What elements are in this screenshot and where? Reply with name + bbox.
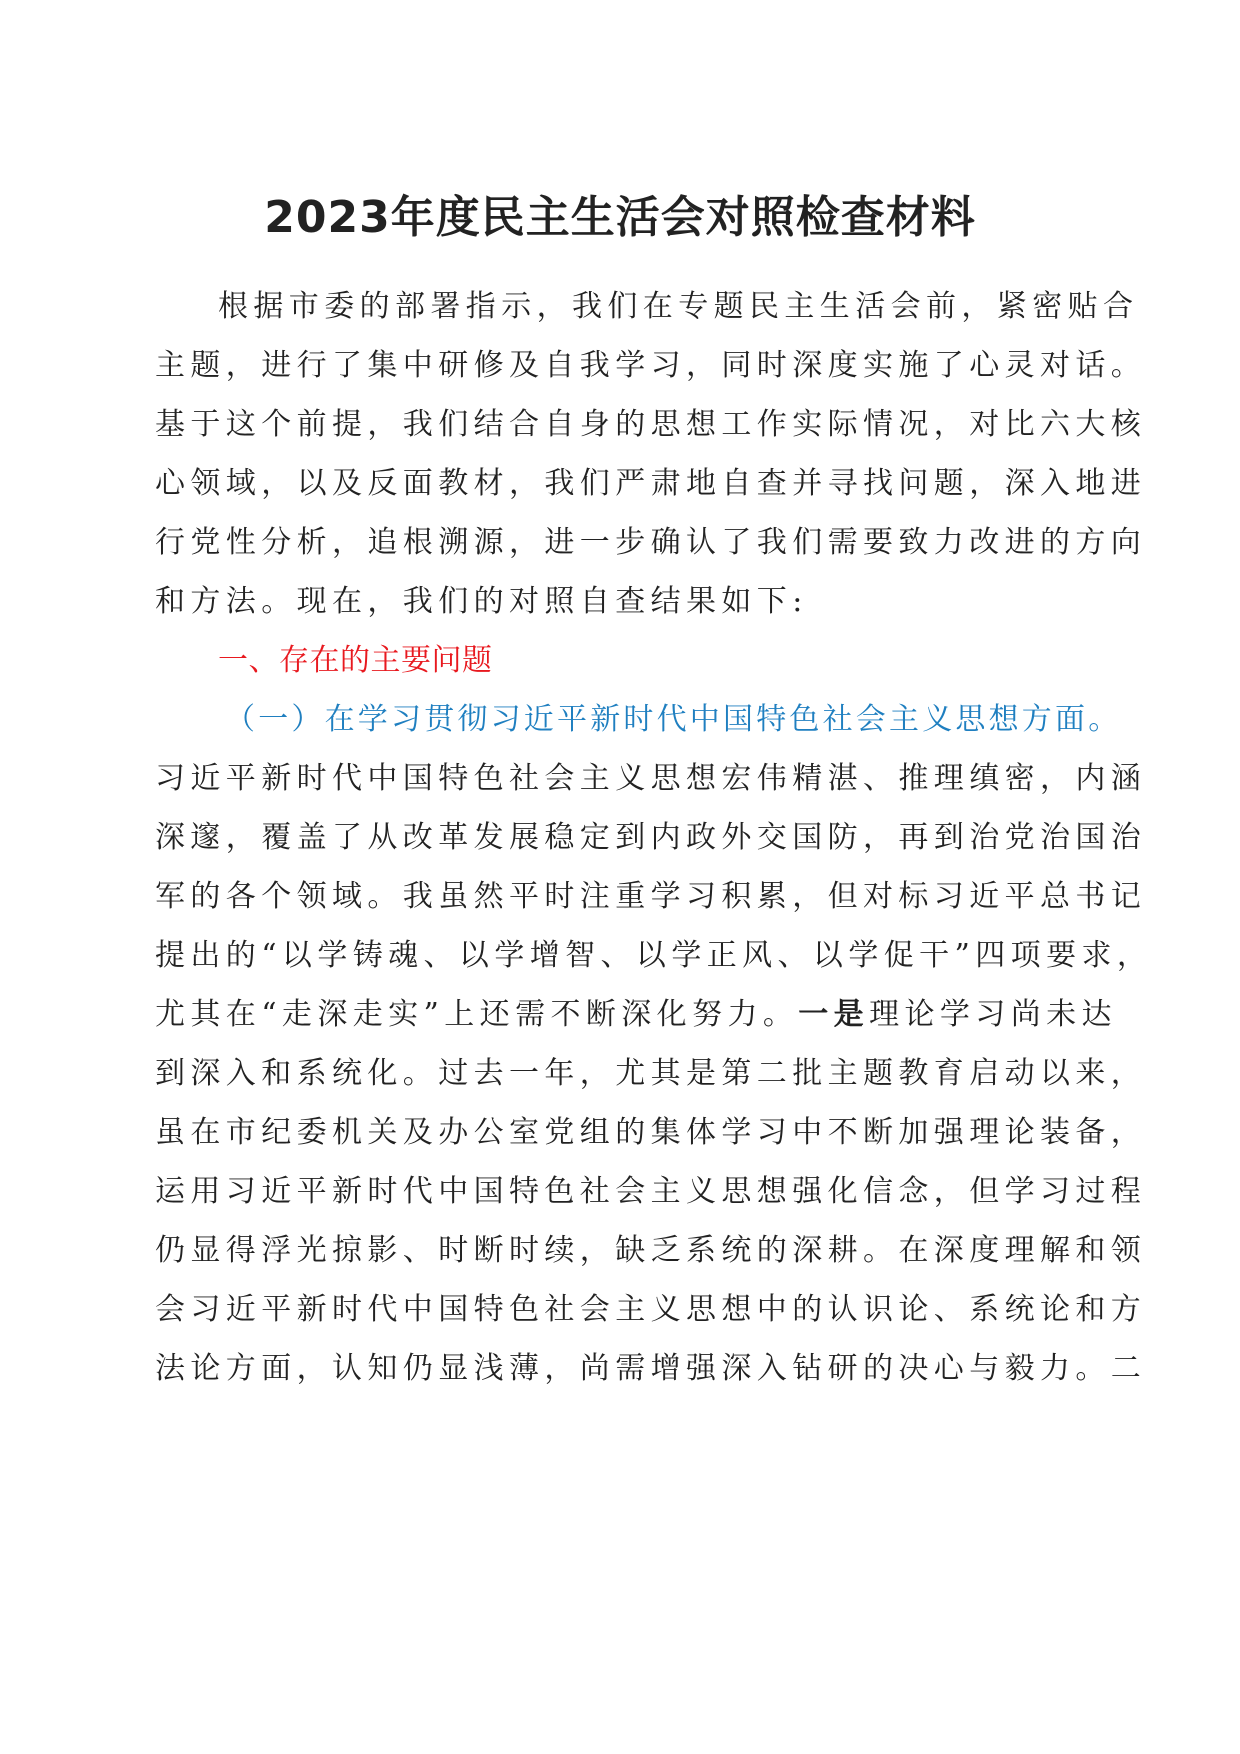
paragraph-line: 提出的“以学铸魂、以学增智、以学正风、以学促干”四项要求， xyxy=(155,938,1153,973)
paragraph-line: 运用习近平新时代中国特色社会主义思想强化信念，但学习过程 xyxy=(155,1174,1147,1209)
paragraph-line: 法论方面，认知仍显浅薄，尚需增强深入钻研的决心与毅力。二 xyxy=(155,1351,1147,1386)
paragraph-line: 到深入和系统化。过去一年，尤其是第二批主题教育启动以来， xyxy=(155,1056,1147,1091)
paragraph-line: 主题，进行了集中研修及自我学习，同时深度实施了心灵对话。 xyxy=(155,348,1147,383)
paragraph-line: 深邃，覆盖了从改革发展稳定到内政外交国防，再到治党治国治 xyxy=(155,820,1147,855)
paragraph-line: 基于这个前提，我们结合自身的思想工作实际情况，对比六大核 xyxy=(155,407,1147,442)
paragraph-line: 心领域，以及反面教材，我们严肃地自查并寻找问题，深入地进 xyxy=(155,466,1147,501)
paragraph-line: 行党性分析，追根溯源，进一步确认了我们需要致力改进的方向 xyxy=(155,525,1147,560)
paragraph-line: 根据市委的部署指示，我们在专题民主生活会前，紧密贴合 xyxy=(218,289,1139,324)
document-title: 2023年度民主生活会对照检查材料 xyxy=(264,192,976,243)
paragraph-line: 军的各个领域。我虽然平时注重学习积累，但对标习近平总书记 xyxy=(155,879,1147,914)
subsection-heading: （一）在学习贯彻习近平新时代中国特色社会主义思想方面。 xyxy=(225,702,1122,737)
section-heading: 一、存在的主要问题 xyxy=(218,643,493,678)
emphasis-label: 一是 xyxy=(798,997,870,1032)
paragraph-line: 习近平新时代中国特色社会主义思想宏伟精湛、推理缜密，内涵 xyxy=(155,761,1147,796)
paragraph-text: 理论学习尚未达 xyxy=(869,997,1117,1032)
paragraph-line: 会习近平新时代中国特色社会主义思想中的认识论、系统论和方 xyxy=(155,1292,1147,1327)
paragraph-line: 虽在市纪委机关及办公室党组的集体学习中不断加强理论装备， xyxy=(155,1115,1147,1150)
paragraph-line: 和方法。现在，我们的对照自查结果如下: xyxy=(155,584,808,619)
paragraph-line xyxy=(155,995,1117,1035)
paragraph-text: 尤其在“走深走实”上还需不断深化努力。 xyxy=(155,997,799,1032)
paragraph-line: 仍显得浮光掠影、时断时续，缺乏系统的深耕。在深度理解和领 xyxy=(155,1233,1147,1268)
